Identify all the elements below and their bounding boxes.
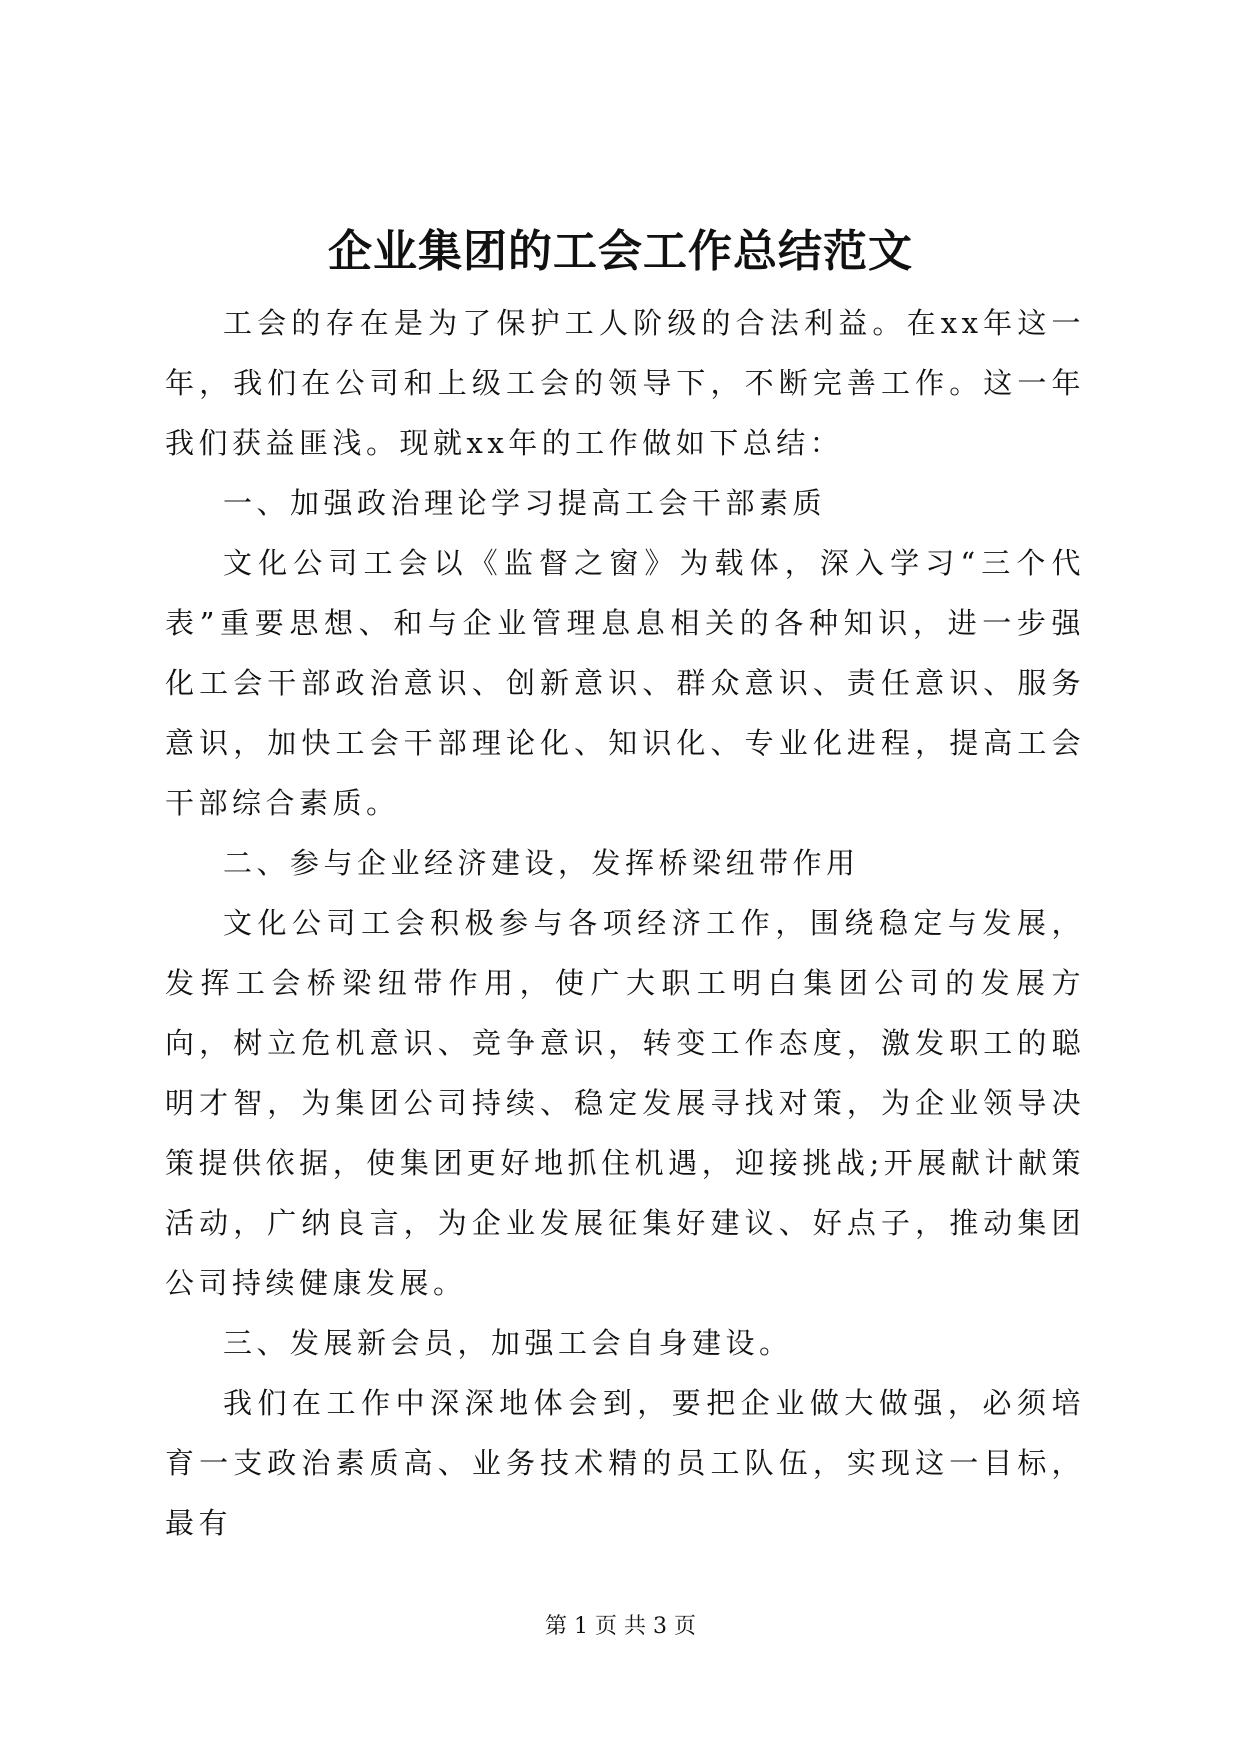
section-heading-2: 二、参与企业经济建设，发挥桥梁纽带作用 [223,846,860,880]
section-3-paragraph: 我们在工作中深深地体会到，要把企业做大做强，必须培育一支政治素质高、业务技术精的员工队伍，实现这一目标，最有 [165,1386,1085,1540]
intro-paragraph: 工会的存在是为了保护工人阶级的合法利益。在xx年这一年，我们在公司和上级工会的领导下，不断完善工作。这一年我们获益匪浅。现就xx年的工作做如下总结： [165,306,1085,460]
page-footer: 第 1 页 共 3 页 [545,1614,696,1639]
section-1-paragraph: 文化公司工会以《监督之窗》为载体，深入学习“三个代表”重要思想、和与企业管理息息相关的各种知识，进一步强化工会干部政治意识、创新意识、群众意识、责任意识、服务意识，加快工会干部理论化、知识化、专业化进程，提高工会干部综合素质。 [165,546,1085,820]
document-body [165,293,1085,1553]
section-2-paragraph: 文化公司工会积极参与各项经济工作，围绕稳定与发展，发挥工会桥梁纽带作用，使广大职工明白集团公司的发展方向，树立危机意识、竞争意识，转变工作态度，激发职工的聪明才智，为集团公司持续、稳定发展寻找对策，为企业领导决策提供依据，使集团更好地抓住机遇，迎接挑战;开展献计献策活动，广纳良言，为企业发展征集好建议、好点子，推动集团公司持续健康发展。 [165,906,1085,1300]
section-heading-1: 一、加强政治理论学习提高工会干部素质 [223,486,827,520]
document-title: 企业集团的工会工作总结范文 [328,226,913,277]
section-heading-3: 三、发展新会员，加强工会自身建设。 [223,1326,793,1360]
